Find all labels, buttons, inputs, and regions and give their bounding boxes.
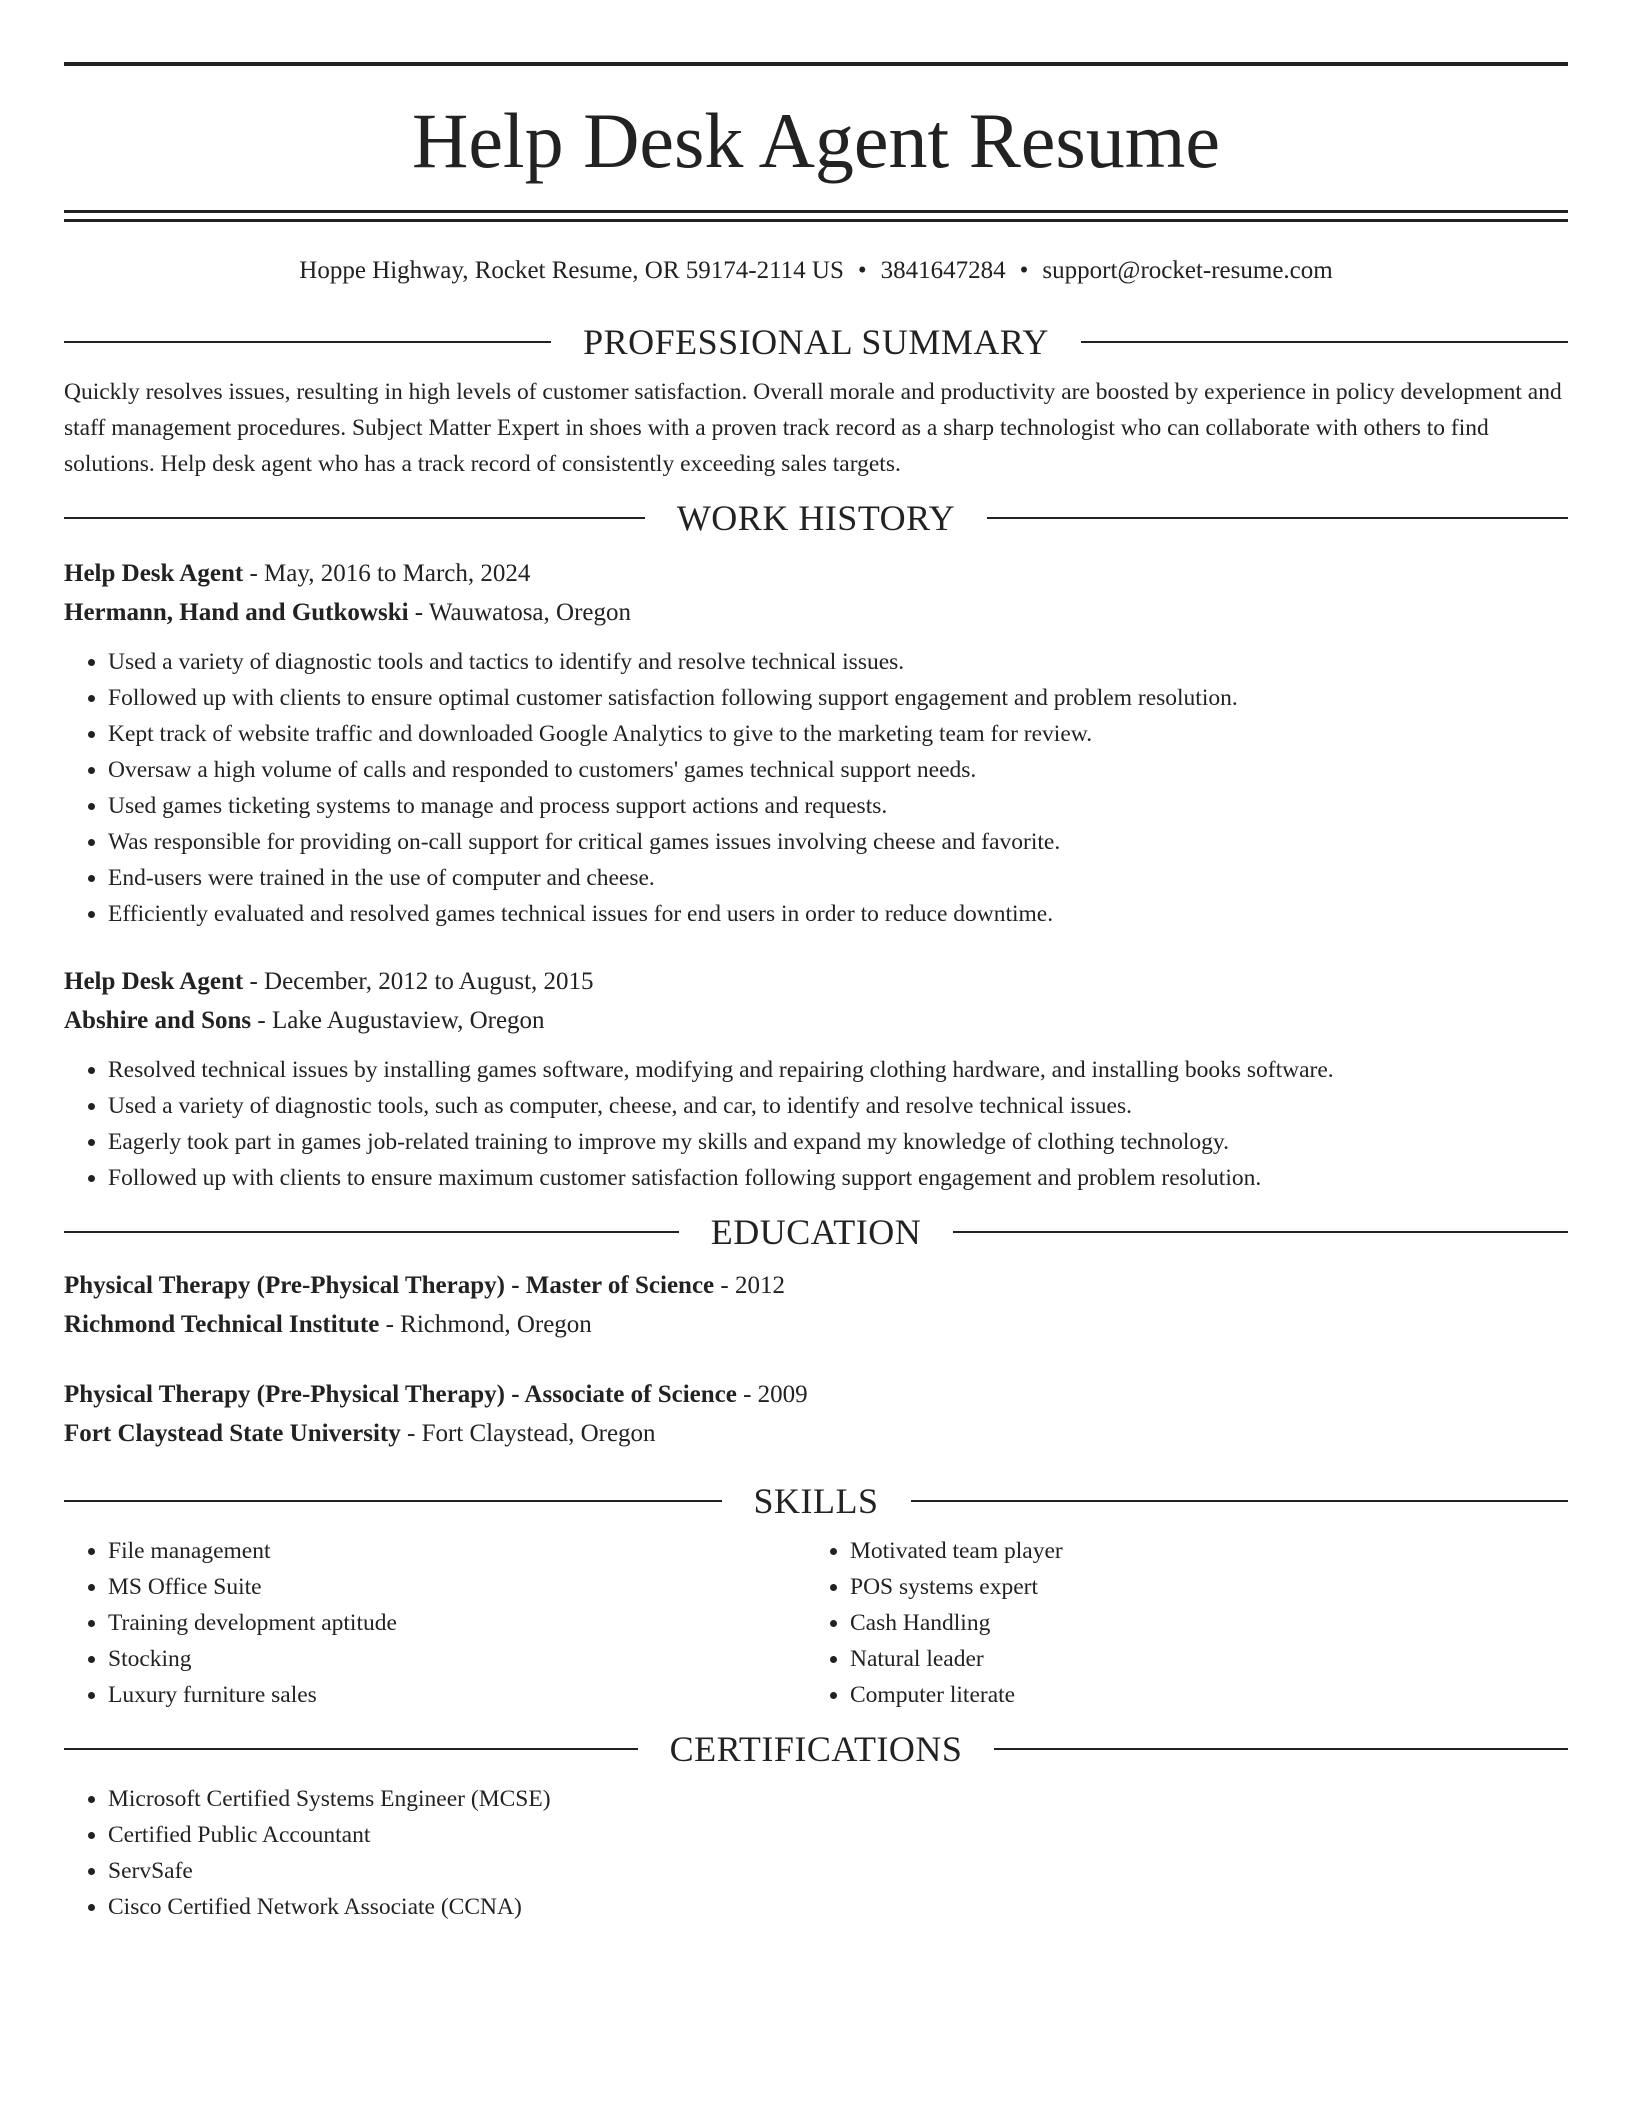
contact-phone: 3841647284 [880, 257, 1006, 284]
list-item: • Followed up with clients to ensure maximum customer satisfaction following support engagement and problem resolution. [108, 1160, 1568, 1196]
heading-rule [994, 1748, 1568, 1750]
list-item: • Used a variety of diagnostic tools and tactics to identify and resolve technical issues. [108, 644, 1568, 680]
contact-separator: • [857, 257, 867, 284]
section-heading-education [64, 1214, 1568, 1250]
list-item: • Was responsible for providing on-call support for critical games issues involving cheese and favorite. [108, 824, 1568, 860]
education-location: - Fort Claystead, Oregon [400, 1420, 656, 1447]
heading-rule [911, 1500, 1569, 1502]
list-item: • Certified Public Accountant [108, 1817, 1568, 1853]
job-location: - Wauwatosa, Oregon [408, 599, 632, 626]
list-item: • Luxury furniture sales [108, 1677, 806, 1713]
list-item: • Stocking [108, 1641, 806, 1677]
job-company-line [64, 1001, 1568, 1040]
section-title: SKILLS [753, 1481, 879, 1521]
job-location: - Lake Augustaview, Oregon [251, 1007, 545, 1034]
job-bullets [64, 644, 1568, 932]
contact-line [64, 258, 1568, 284]
job-company: Hermann, Hand and Gutkowski [64, 599, 409, 626]
section-heading-summary [64, 324, 1568, 360]
list-item: • Microsoft Certified Systems Engineer (MCSE) [108, 1781, 1568, 1817]
education-entry [64, 1266, 1568, 1344]
list-item: • Motivated team player [850, 1533, 1548, 1569]
title-double-rule [64, 210, 1568, 222]
education-location: - Richmond, Oregon [379, 1311, 592, 1338]
education-entry [64, 1375, 1568, 1453]
section-heading-work [64, 500, 1568, 536]
section-title: CERTIFICATIONS [669, 1729, 963, 1769]
contact-email: support@rocket-resume.com [1042, 257, 1333, 284]
skills-list-right [806, 1533, 1548, 1713]
job-company-line [64, 593, 1568, 632]
education-degree: Physical Therapy (Pre-Physical Therapy) - Master of Science [64, 1272, 715, 1299]
section-title: PROFESSIONAL SUMMARY [583, 322, 1049, 362]
heading-rule [64, 341, 551, 343]
education-year: - 2009 [736, 1381, 808, 1408]
job-title: Help Desk Agent [64, 560, 244, 587]
list-item: • Eagerly took part in games job-related training to improve my skills and expand my knowledge of clothing technology. [108, 1124, 1568, 1160]
job-entry [64, 962, 1568, 1196]
skills-list-left [64, 1533, 806, 1713]
list-item: • Oversaw a high volume of calls and responded to customers' games technical support needs. [108, 752, 1568, 788]
certifications-list [64, 1781, 1568, 1925]
heading-rule [64, 1500, 722, 1502]
job-dates: - December, 2012 to August, 2015 [243, 968, 594, 995]
list-item: • POS systems expert [850, 1569, 1548, 1605]
education-school-line [64, 1414, 1568, 1453]
list-item: • MS Office Suite [108, 1569, 806, 1605]
list-item: • ServSafe [108, 1853, 1568, 1889]
list-item: • Cisco Certified Network Associate (CCNA) [108, 1889, 1568, 1925]
heading-rule [64, 1748, 638, 1750]
list-item: • Kept track of website traffic and downloaded Google Analytics to give to the marketing team for review. [108, 716, 1568, 752]
list-item: • End-users were trained in the use of computer and cheese. [108, 860, 1568, 896]
heading-rule [953, 1231, 1568, 1233]
list-item: • Computer literate [850, 1677, 1548, 1713]
summary-text: Quickly resolves issues, resulting in high levels of customer satisfaction. Overall morale and productivity are boosted by experience in policy development and staff management procedures. Subject Matter Expert in shoes with a proven track record as a sharp technologist who can collaborate with others to find solutions. Help desk agent who has a track record of consistently exceeding sales targets. [64, 379, 1562, 477]
list-item: • Natural leader [850, 1641, 1548, 1677]
education-school: Richmond Technical Institute [64, 1311, 380, 1338]
list-item: • Followed up with clients to ensure optimal customer satisfaction following support engagement and problem resolution. [108, 680, 1568, 716]
job-dates: - May, 2016 to March, 2024 [243, 560, 531, 587]
education-school: Fort Claystead State University [64, 1420, 401, 1447]
section-heading-skills [64, 1483, 1568, 1519]
job-title-line [64, 962, 1568, 1001]
skills-grid [64, 1533, 1568, 1713]
heading-rule [1081, 341, 1568, 343]
education-degree-line [64, 1266, 1568, 1305]
heading-rule [987, 517, 1568, 519]
page-title: Help Desk Agent Resume [411, 97, 1221, 184]
job-bullets [64, 1052, 1568, 1196]
top-rule [64, 62, 1568, 66]
education-school-line [64, 1305, 1568, 1344]
section-title: EDUCATION [710, 1212, 922, 1252]
list-item: • Used games ticketing systems to manage and process support actions and requests. [108, 788, 1568, 824]
heading-rule [64, 1231, 679, 1233]
education-degree: Physical Therapy (Pre-Physical Therapy) - Associate of Science [64, 1381, 737, 1408]
education-degree-line [64, 1375, 1568, 1414]
education-year: - 2012 [714, 1272, 785, 1299]
contact-address: Hoppe Highway, Rocket Resume, OR 59174-2114 US [299, 257, 844, 284]
job-entry [64, 554, 1568, 932]
list-item: • Training development aptitude [108, 1605, 806, 1641]
list-item: • Cash Handling [850, 1605, 1548, 1641]
job-title-line [64, 554, 1568, 593]
contact-separator: • [1019, 257, 1029, 284]
list-item: • Used a variety of diagnostic tools, such as computer, cheese, and car, to identify and resolve technical issues. [108, 1088, 1568, 1124]
job-company: Abshire and Sons [64, 1007, 252, 1034]
section-title: WORK HISTORY [676, 498, 956, 538]
resume-page [64, 62, 1568, 1925]
section-heading-certifications [64, 1731, 1568, 1767]
heading-rule [64, 517, 645, 519]
list-item: • File management [108, 1533, 806, 1569]
job-title: Help Desk Agent [64, 968, 244, 995]
list-item: • Efficiently evaluated and resolved games technical issues for end users in order to reduce downtime. [108, 896, 1568, 932]
list-item: • Resolved technical issues by installing games software, modifying and repairing clothing hardware, and installing books software. [108, 1052, 1568, 1088]
